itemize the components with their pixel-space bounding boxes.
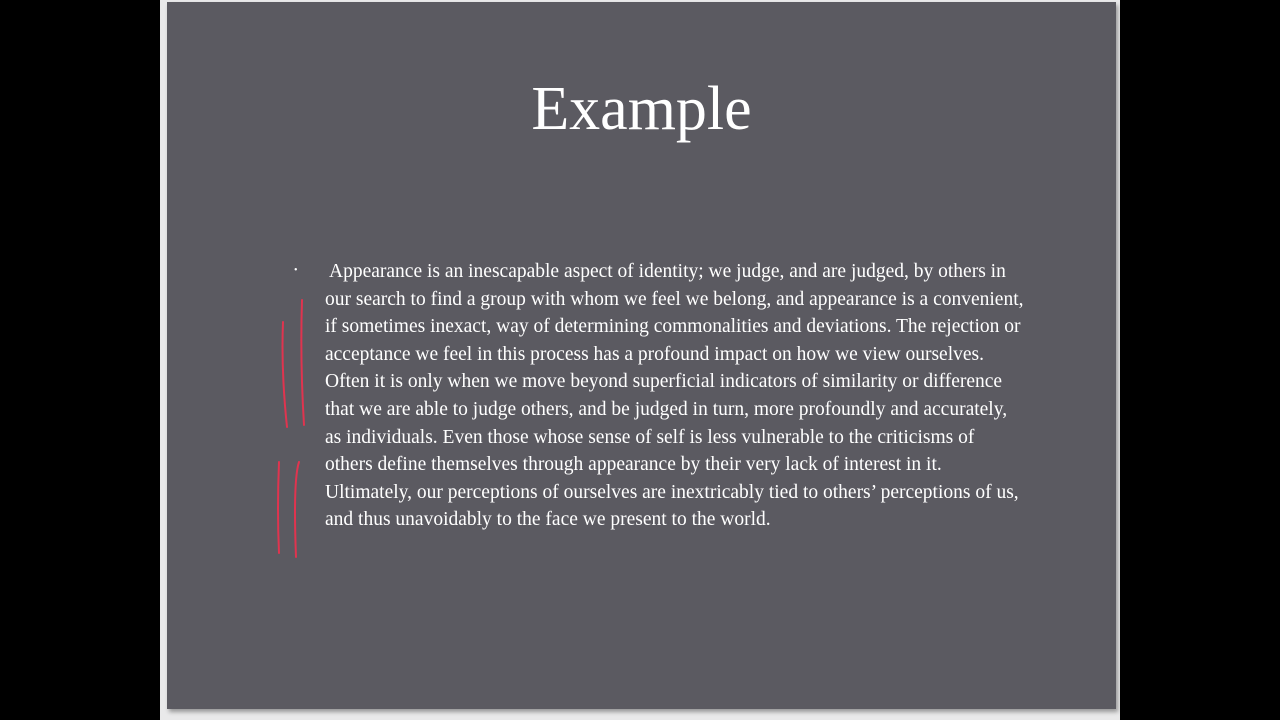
bullet-marker: •: [294, 265, 298, 276]
presentation-slide: [167, 2, 1116, 709]
slide-title: Example: [531, 75, 752, 143]
slide-body-paragraph: Appearance is an inescapable aspect of identity; we judge, and are judged, by others in our search to find a group with whom we feel we belong, and appearance is a convenient, if sometimes inexact, way of determining commonalities and deviations. The rejection or acceptance we feel in this process has a profound impact on how we view ourselves. Often it is only when we move beyond superficial indicators of similarity or difference that we are able to judge others, and be judged in turn, more profoundly and accurately, as individuals. Even those whose sense of self is less vulnerable to the criticisms of others define themselves through appearance by their very lack of interest in it. Ultimately, our perceptions of ourselves are inextricably tied to others’ perceptions of us, and thus unavoidably to the face we present to the world.: [325, 261, 1024, 531]
